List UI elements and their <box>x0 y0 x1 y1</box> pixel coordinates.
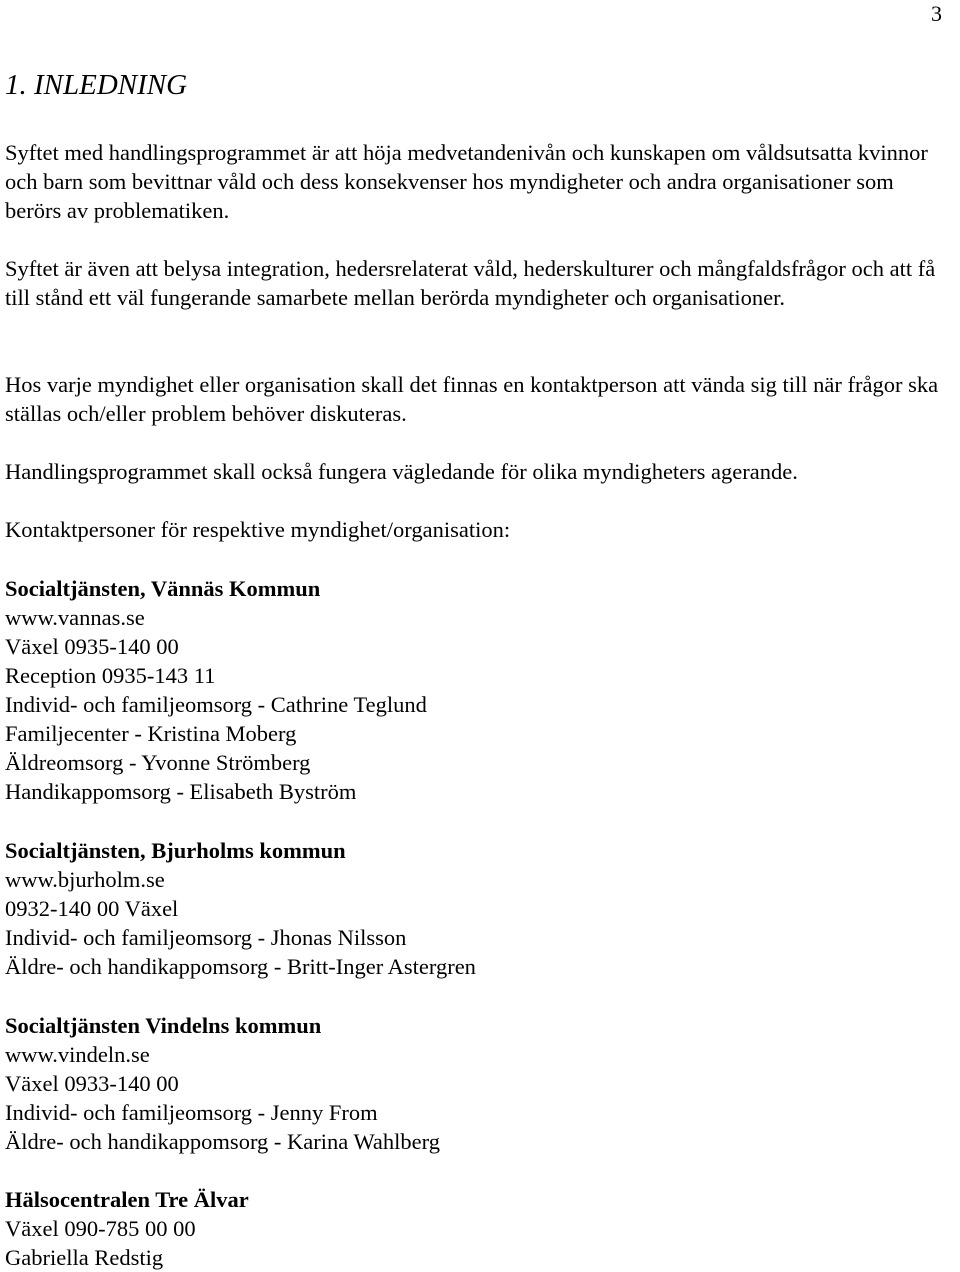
paragraph-contacts-intro: Kontaktpersoner för respektive myndighet/organisation: <box>5 517 511 542</box>
contact-line: Individ- och familjeomsorg - Cathrine Teglund <box>5 692 427 717</box>
organization-bjurholm <box>5 836 476 981</box>
contact-line: Äldre- och handikappomsorg - Britt-Inger Astergren <box>5 954 476 979</box>
organization-tre-alvar <box>5 1185 249 1272</box>
organization-name: Socialtjänsten, Bjurholms kommun <box>5 838 346 863</box>
contact-line: Äldre- och handikappomsorg - Karina Wahlberg <box>5 1129 440 1154</box>
page-number: 3 <box>931 1 942 26</box>
organization-website[interactable]: www.bjurholm.se <box>5 867 165 892</box>
paragraph-contact-person: Hos varje myndighet eller organisation skall det finnas en kontaktperson att vända sig till när frågor ska ställas och/eller problem behöver diskuteras. <box>5 372 939 426</box>
organization-vannas <box>5 574 427 806</box>
organization-switchboard: Växel 0933-140 00 <box>5 1071 179 1096</box>
organization-name: Socialtjänsten Vindelns kommun <box>5 1013 322 1038</box>
contact-line: Äldreomsorg - Yvonne Strömberg <box>5 750 311 775</box>
organization-vindeln <box>5 1011 440 1156</box>
organization-website[interactable]: www.vannas.se <box>5 605 145 630</box>
contact-line: Familjecenter - Kristina Moberg <box>5 721 297 746</box>
organization-website[interactable]: www.vindeln.se <box>5 1042 150 1067</box>
paragraph-integration: Syftet är även att belysa integration, hedersrelaterat våld, hederskulturer och mångfaldsfrågor och att få till stånd ett väl fungerande samarbete mellan berörda myndigheter och organisationer. <box>5 256 936 310</box>
organization-switchboard: Växel 0935-140 00 <box>5 634 179 659</box>
paragraph-purpose: Syftet med handlingsprogrammet är att höja medvetandenivån och kunskapen om våldsutsatta kvinnor och barn som bevittnar våld och dess konsekvenser hos myndigheter och andra organisationer som berörs av problematiken. <box>5 140 928 223</box>
paragraph-guidance: Handlingsprogrammet skall också fungera vägledande för olika myndigheters agerande. <box>5 459 798 484</box>
organization-switchboard: 0932-140 00 Växel <box>5 896 179 921</box>
organization-switchboard: Växel 090-785 00 00 <box>5 1216 196 1241</box>
contact-line: Handikappomsorg - Elisabeth Byström <box>5 779 357 804</box>
contact-line: Individ- och familjeomsorg - Jhonas Nilsson <box>5 925 407 950</box>
organization-name: Socialtjänsten, Vännäs Kommun <box>5 576 321 601</box>
organization-name: Hälsocentralen Tre Älvar <box>5 1187 249 1212</box>
organization-reception: Reception 0935-143 11 <box>5 663 216 688</box>
contact-line: Gabriella Redstig <box>5 1245 164 1270</box>
contact-line: Individ- och familjeomsorg - Jenny From <box>5 1100 378 1125</box>
section-heading: 1. INLEDNING <box>5 69 188 101</box>
